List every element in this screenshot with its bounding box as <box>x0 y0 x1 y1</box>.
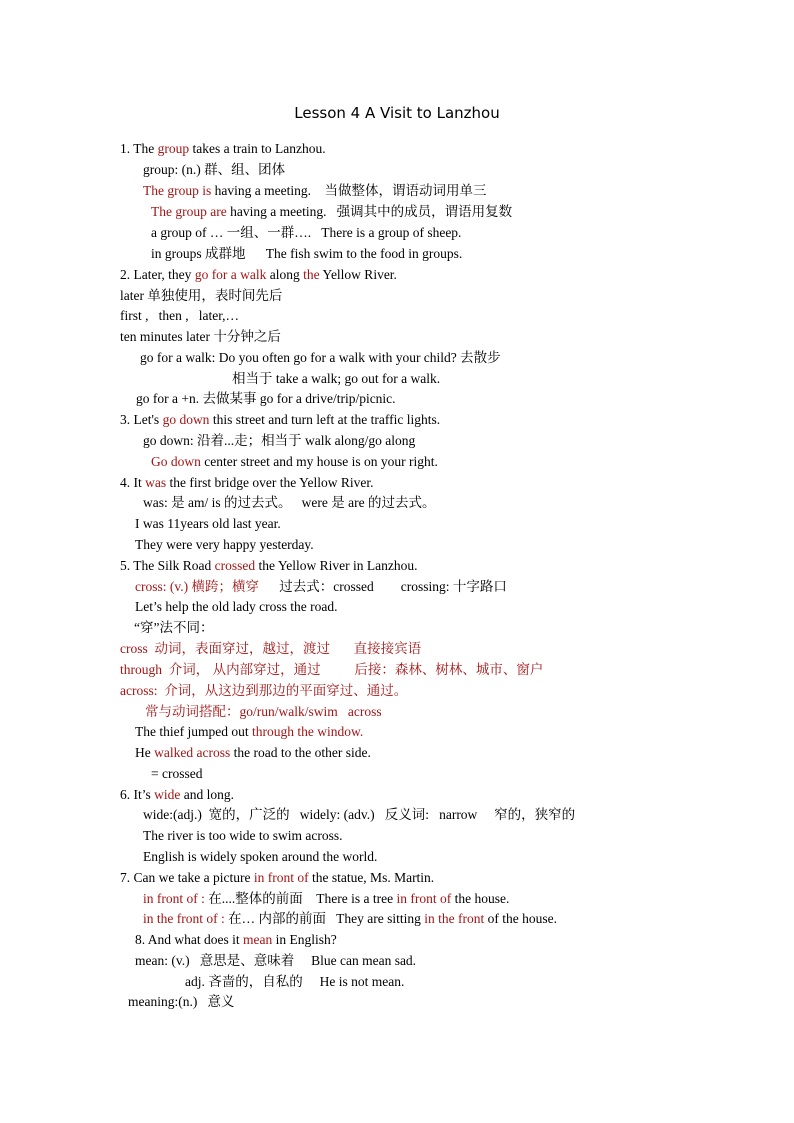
text-line <box>120 640 421 658</box>
text-line <box>145 703 382 721</box>
highlighted-text: go down <box>162 412 210 427</box>
text-line <box>143 494 435 512</box>
text-segment: go for a walk: Do you often go for a walk with your child? 去散步 <box>140 350 501 365</box>
highlighted-text: Go down <box>151 454 201 469</box>
text-line <box>151 224 461 242</box>
text-segment: having a meeting. 强调其中的成员，谓语用复数 <box>226 204 513 219</box>
text-segment: meaning:(n.) 意义 <box>128 994 235 1009</box>
text-segment: a group of … 一组、一群…. There is a group of sheep. <box>151 225 462 240</box>
text-line <box>135 723 363 741</box>
highlighted-text: across: 介词，从这边到那边的平面穿过、通过。 <box>120 683 408 698</box>
text-line <box>143 890 509 908</box>
text-segment: group: (n.) 群、组、团体 <box>143 162 286 177</box>
text-line <box>135 598 337 616</box>
text-line <box>136 390 396 408</box>
text-line <box>135 536 314 554</box>
text-segment: 在… 内部的前面 They are sitting <box>224 911 425 926</box>
text-line <box>151 765 202 783</box>
text-segment: “穿”法不同： <box>134 620 214 635</box>
text-segment: center street and my house is on your right. <box>200 454 438 469</box>
text-segment: 3. Let's <box>120 412 163 427</box>
text-segment: 5. The Silk Road <box>120 558 215 573</box>
highlighted-text: The group is <box>143 183 212 198</box>
text-segment: in groups 成群地 The fish swim to the food in groups. <box>151 246 463 261</box>
highlighted-text: in front of : <box>143 891 205 906</box>
text-segment: Let’s help the old lady cross the road. <box>135 599 338 614</box>
text-line <box>143 161 285 179</box>
text-line <box>151 245 462 263</box>
text-segment: of the house. <box>484 911 557 926</box>
text-segment: 6. It’s <box>120 787 155 802</box>
text-line <box>120 869 434 887</box>
text-line <box>143 182 486 200</box>
text-segment: 在....整体的前面 There is a tree <box>204 891 397 906</box>
text-segment: English is widely spoken around the world. <box>143 849 378 864</box>
text-segment: in English? <box>272 932 337 947</box>
text-segment: ten minutes later 十分钟之后 <box>120 329 281 344</box>
text-line <box>120 140 326 158</box>
text-line <box>120 411 440 429</box>
text-line <box>120 328 281 346</box>
text-segment: mean: (v.) 意思是、意味着 Blue can mean sad. <box>135 953 417 968</box>
text-segment: the road to the other side. <box>230 745 371 760</box>
text-line <box>151 203 512 221</box>
text-line <box>143 806 575 824</box>
highlighted-text: mean <box>243 932 273 947</box>
text-line <box>185 973 404 991</box>
highlighted-text: go for a walk <box>194 267 267 282</box>
text-line <box>143 432 415 450</box>
text-line <box>135 515 281 533</box>
text-segment: this street and turn left at the traffic lights. <box>209 412 441 427</box>
highlighted-text: through 介词， 从内部穿过，通过 后接：森林、树林、城市、窗户 <box>120 662 544 677</box>
text-segment: adj. 吝啬的，自私的 He is not mean. <box>185 974 405 989</box>
text-segment: the first bridge over the Yellow River. <box>166 475 374 490</box>
highlighted-text: 常与动词搭配：go/run/walk/swim across <box>145 704 382 719</box>
text-line <box>143 827 342 845</box>
text-line <box>120 307 239 325</box>
text-line <box>120 661 543 679</box>
text-line <box>120 287 282 305</box>
text-line <box>140 349 501 367</box>
text-segment: having a meeting. 当做整体，谓语动词用单三 <box>211 183 487 198</box>
text-line <box>143 910 557 928</box>
text-segment: The thief jumped out <box>135 724 252 739</box>
text-segment: along <box>266 267 304 282</box>
text-line <box>120 474 373 492</box>
text-segment: was: 是 am/ is 的过去式。 were 是 are 的过去式。 <box>143 495 436 510</box>
text-line <box>143 848 377 866</box>
text-line <box>128 993 234 1011</box>
text-line <box>135 931 337 949</box>
text-line <box>120 266 397 284</box>
highlighted-text: was <box>145 475 167 490</box>
text-segment: 8. And what does it <box>135 932 243 947</box>
text-segment: 4. It <box>120 475 146 490</box>
text-segment: 相当于 take a walk; go out for a walk. <box>232 371 441 386</box>
text-line <box>135 744 371 762</box>
highlighted-text: The group are <box>151 204 227 219</box>
highlighted-text: in the front of : <box>143 911 225 926</box>
text-line <box>120 682 407 700</box>
text-line <box>151 453 438 471</box>
highlighted-text: cross: (v.) 横跨；横穿 <box>135 579 259 594</box>
page-title: Lesson 4 A Visit to Lanzhou <box>294 104 500 122</box>
highlighted-text: in front of <box>396 891 452 906</box>
text-segment: the house. <box>451 891 510 906</box>
text-segment: 1. The <box>120 141 158 156</box>
text-segment: 过去式：crossed crossing: 十字路口 <box>259 579 507 594</box>
text-segment: go down: 沿着...走；相当于 walk along/go along <box>143 433 416 448</box>
highlighted-text: the <box>303 267 320 282</box>
text-segment: I was 11years old last year. <box>135 516 281 531</box>
text-segment: = crossed <box>151 766 203 781</box>
text-segment: the Yellow River in Lanzhou. <box>255 558 418 573</box>
text-segment: the statue, Ms. Martin. <box>308 870 435 885</box>
highlighted-text: in the front <box>424 911 485 926</box>
text-line <box>135 578 507 596</box>
text-segment: later 单独使用，表时间先后 <box>120 288 283 303</box>
highlighted-text: crossed <box>214 558 256 573</box>
text-line <box>134 619 213 637</box>
text-segment: The river is too wide to swim across. <box>143 828 343 843</box>
text-segment: go for a +n. 去做某事 go for a drive/trip/picnic. <box>136 391 396 406</box>
text-line <box>120 786 234 804</box>
text-segment: takes a train to Lanzhou. <box>189 141 326 156</box>
highlighted-text: walked across <box>154 745 231 760</box>
highlighted-text: group <box>157 141 190 156</box>
text-line <box>232 370 440 388</box>
highlighted-text: wide <box>154 787 181 802</box>
text-line <box>120 557 418 575</box>
highlighted-text: cross 动词，表面穿过，越过，渡过 直接接宾语 <box>120 641 422 656</box>
text-segment: first , then , later,… <box>120 308 240 323</box>
text-segment: wide:(adj.) 宽的，广泛的 widely: (adv.) 反义词: narrow 窄的，狭窄的 <box>143 807 576 822</box>
text-segment: He <box>135 745 155 760</box>
text-line <box>135 952 416 970</box>
text-segment: 2. Later, they <box>120 267 195 282</box>
text-segment: Yellow River. <box>319 267 397 282</box>
highlighted-text: in front of <box>253 870 309 885</box>
highlighted-text: through the window. <box>251 724 364 739</box>
text-segment: and long. <box>180 787 235 802</box>
text-segment: 7. Can we take a picture <box>120 870 254 885</box>
text-segment: They were very happy yesterday. <box>135 537 314 552</box>
